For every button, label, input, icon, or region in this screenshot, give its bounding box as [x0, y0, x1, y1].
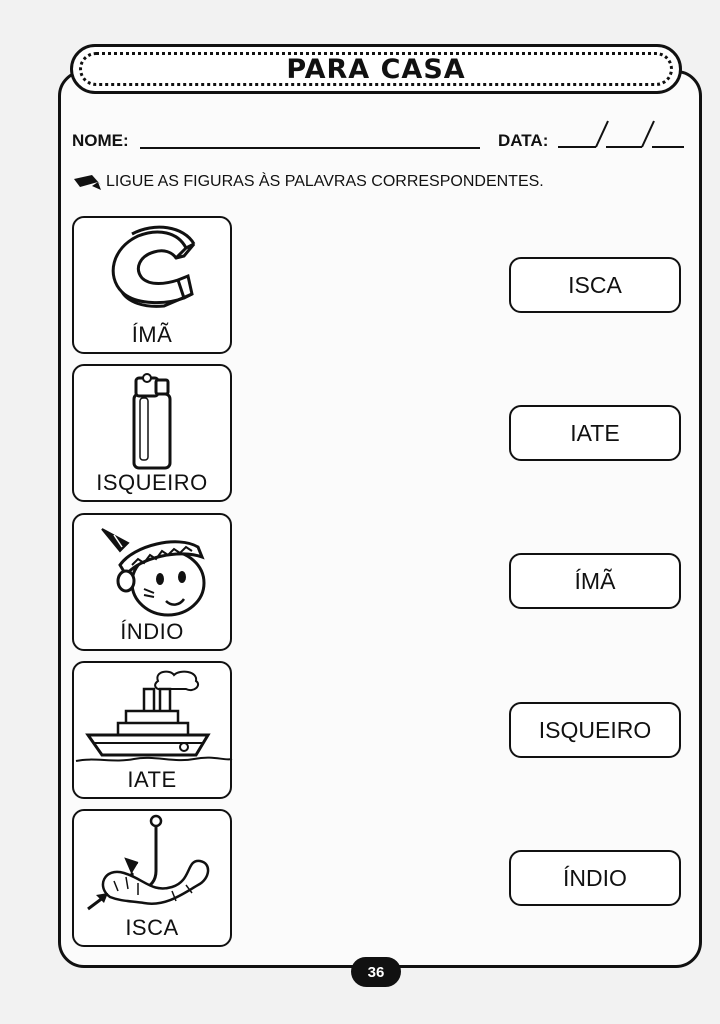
- yacht-icon: [74, 663, 234, 771]
- picture-label: ÍMÃ: [131, 322, 173, 347]
- lighter-icon: [74, 366, 234, 474]
- page-title: PARA CASA: [286, 53, 466, 85]
- picture-card-iate[interactable]: [72, 661, 232, 799]
- picture-label: ISCA: [125, 915, 179, 940]
- title-banner-dotted-border: [79, 52, 673, 86]
- instruction-text: LIGUE AS FIGURAS ÀS PALAVRAS CORRESPONDENTES.: [106, 173, 544, 190]
- date-field-blanks[interactable]: [558, 115, 684, 151]
- instruction: [72, 173, 544, 191]
- date-label: DATA:: [498, 131, 549, 150]
- fishing-bait-icon: [74, 811, 234, 921]
- picture-card-ima[interactable]: [72, 216, 232, 354]
- picture-label: ISQUEIRO: [96, 470, 208, 495]
- word-box-ima[interactable]: ÍMÃ: [509, 553, 681, 609]
- picture-label: ÍNDIO: [120, 619, 184, 644]
- picture-card-isca[interactable]: [72, 809, 232, 947]
- word-box-indio[interactable]: ÍNDIO: [509, 850, 681, 906]
- page-number-badge: [351, 957, 401, 987]
- picture-card-isqueiro[interactable]: [72, 364, 232, 502]
- indian-boy-icon: [74, 515, 234, 623]
- title-banner: [70, 44, 682, 94]
- pencil-icon: [72, 173, 102, 191]
- name-field-line[interactable]: [140, 147, 480, 149]
- word-box-isca[interactable]: ISCA: [509, 257, 681, 313]
- name-label: NOME:: [72, 131, 129, 150]
- page-number: 36: [367, 963, 385, 981]
- word-box-isqueiro[interactable]: ISQUEIRO: [509, 702, 681, 758]
- picture-card-indio[interactable]: [72, 513, 232, 651]
- word-box-iate[interactable]: IATE: [509, 405, 681, 461]
- name-date-row: [72, 127, 684, 153]
- magnet-icon: [74, 218, 234, 322]
- picture-label: IATE: [127, 767, 177, 792]
